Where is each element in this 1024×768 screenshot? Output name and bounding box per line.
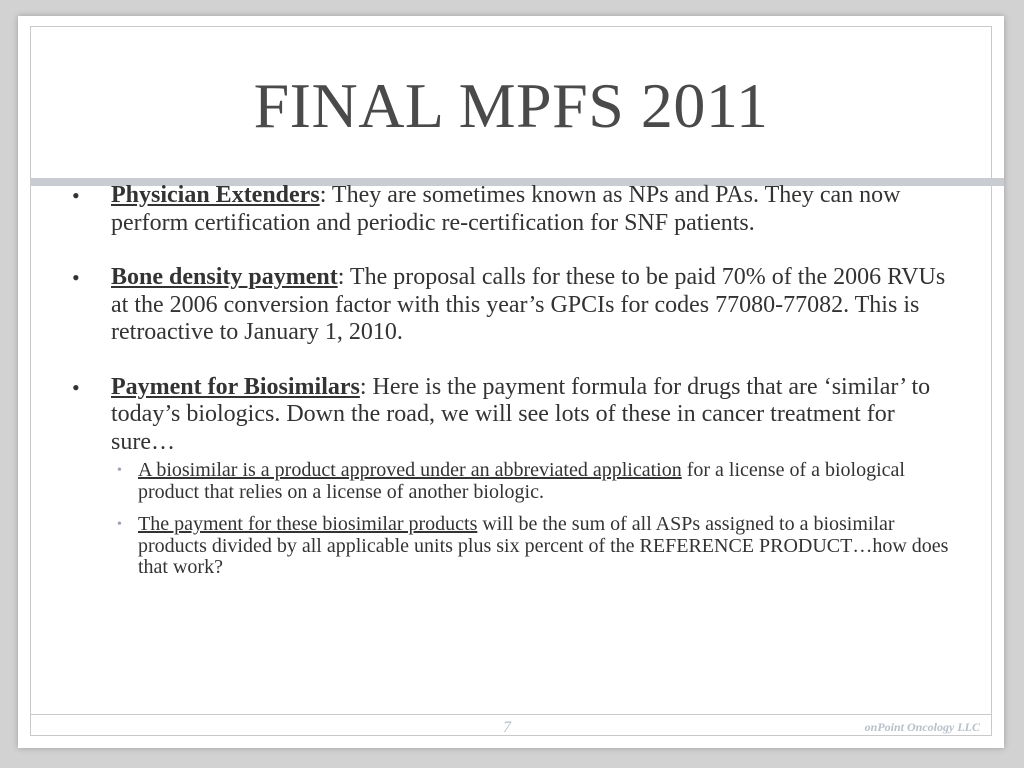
- bullet-item-bone-density: [58, 264, 958, 347]
- sub-bullet-text: will be the sum of all ASPs assigned to a biosimilar products divided by all applicable units plus six percent of the REFERENCE PRODUCT…how does that work?: [138, 513, 949, 578]
- sub-bullet-icon: •: [117, 517, 122, 532]
- sub-bullet-item-definition: [111, 460, 958, 503]
- footer-divider: [30, 714, 992, 715]
- bullet-icon: •: [72, 183, 80, 208]
- sub-bullet-item-payment: [111, 514, 958, 579]
- bullet-term: Payment for Biosimilars: [111, 373, 360, 400]
- bullet-item-physician-extenders: [58, 182, 958, 237]
- sub-bullet-text: for a license of a biological product that relies on a license of another biologic.: [138, 459, 905, 503]
- bullet-text: : Here is the payment formula for drugs that are ‘similar’ to today’s biologics. Down the road, we will see lots of these in cancer treatment for sure…: [111, 373, 931, 455]
- bullet-term: Bone density payment: [111, 264, 338, 290]
- bullet-icon: •: [72, 374, 80, 400]
- slide: [18, 16, 1004, 748]
- bullet-text: : They are sometimes known as NPs and PAs. They can now perform certification and periodic re-certification for SNF patients.: [111, 182, 901, 236]
- sub-bullet-underlined: A biosimilar is a product approved under an abbreviated application: [138, 459, 682, 481]
- sub-bullet-list: [111, 460, 958, 579]
- title-band: [30, 26, 992, 186]
- page-number: 7: [503, 719, 511, 736]
- slide-content: [58, 182, 958, 606]
- bullet-text: : The proposal calls for these to be paid 70% of the 2006 RVUs at the 2006 conversion factor with this year’s GPCIs for codes 77080-77082. This is retroactive to January 1, 2010.: [111, 264, 946, 345]
- bullet-icon: •: [72, 265, 80, 290]
- bullet-term: Physician Extenders: [111, 182, 320, 208]
- bullet-item-biosimilars: [58, 374, 958, 579]
- bullet-list: [58, 182, 958, 579]
- sub-bullet-underlined: The payment for these biosimilar products: [138, 513, 478, 535]
- slide-title: FINAL MPFS 2011: [253, 70, 769, 141]
- sub-bullet-icon: •: [117, 463, 122, 478]
- brand-footer: onPoint Oncology LLC: [864, 720, 980, 734]
